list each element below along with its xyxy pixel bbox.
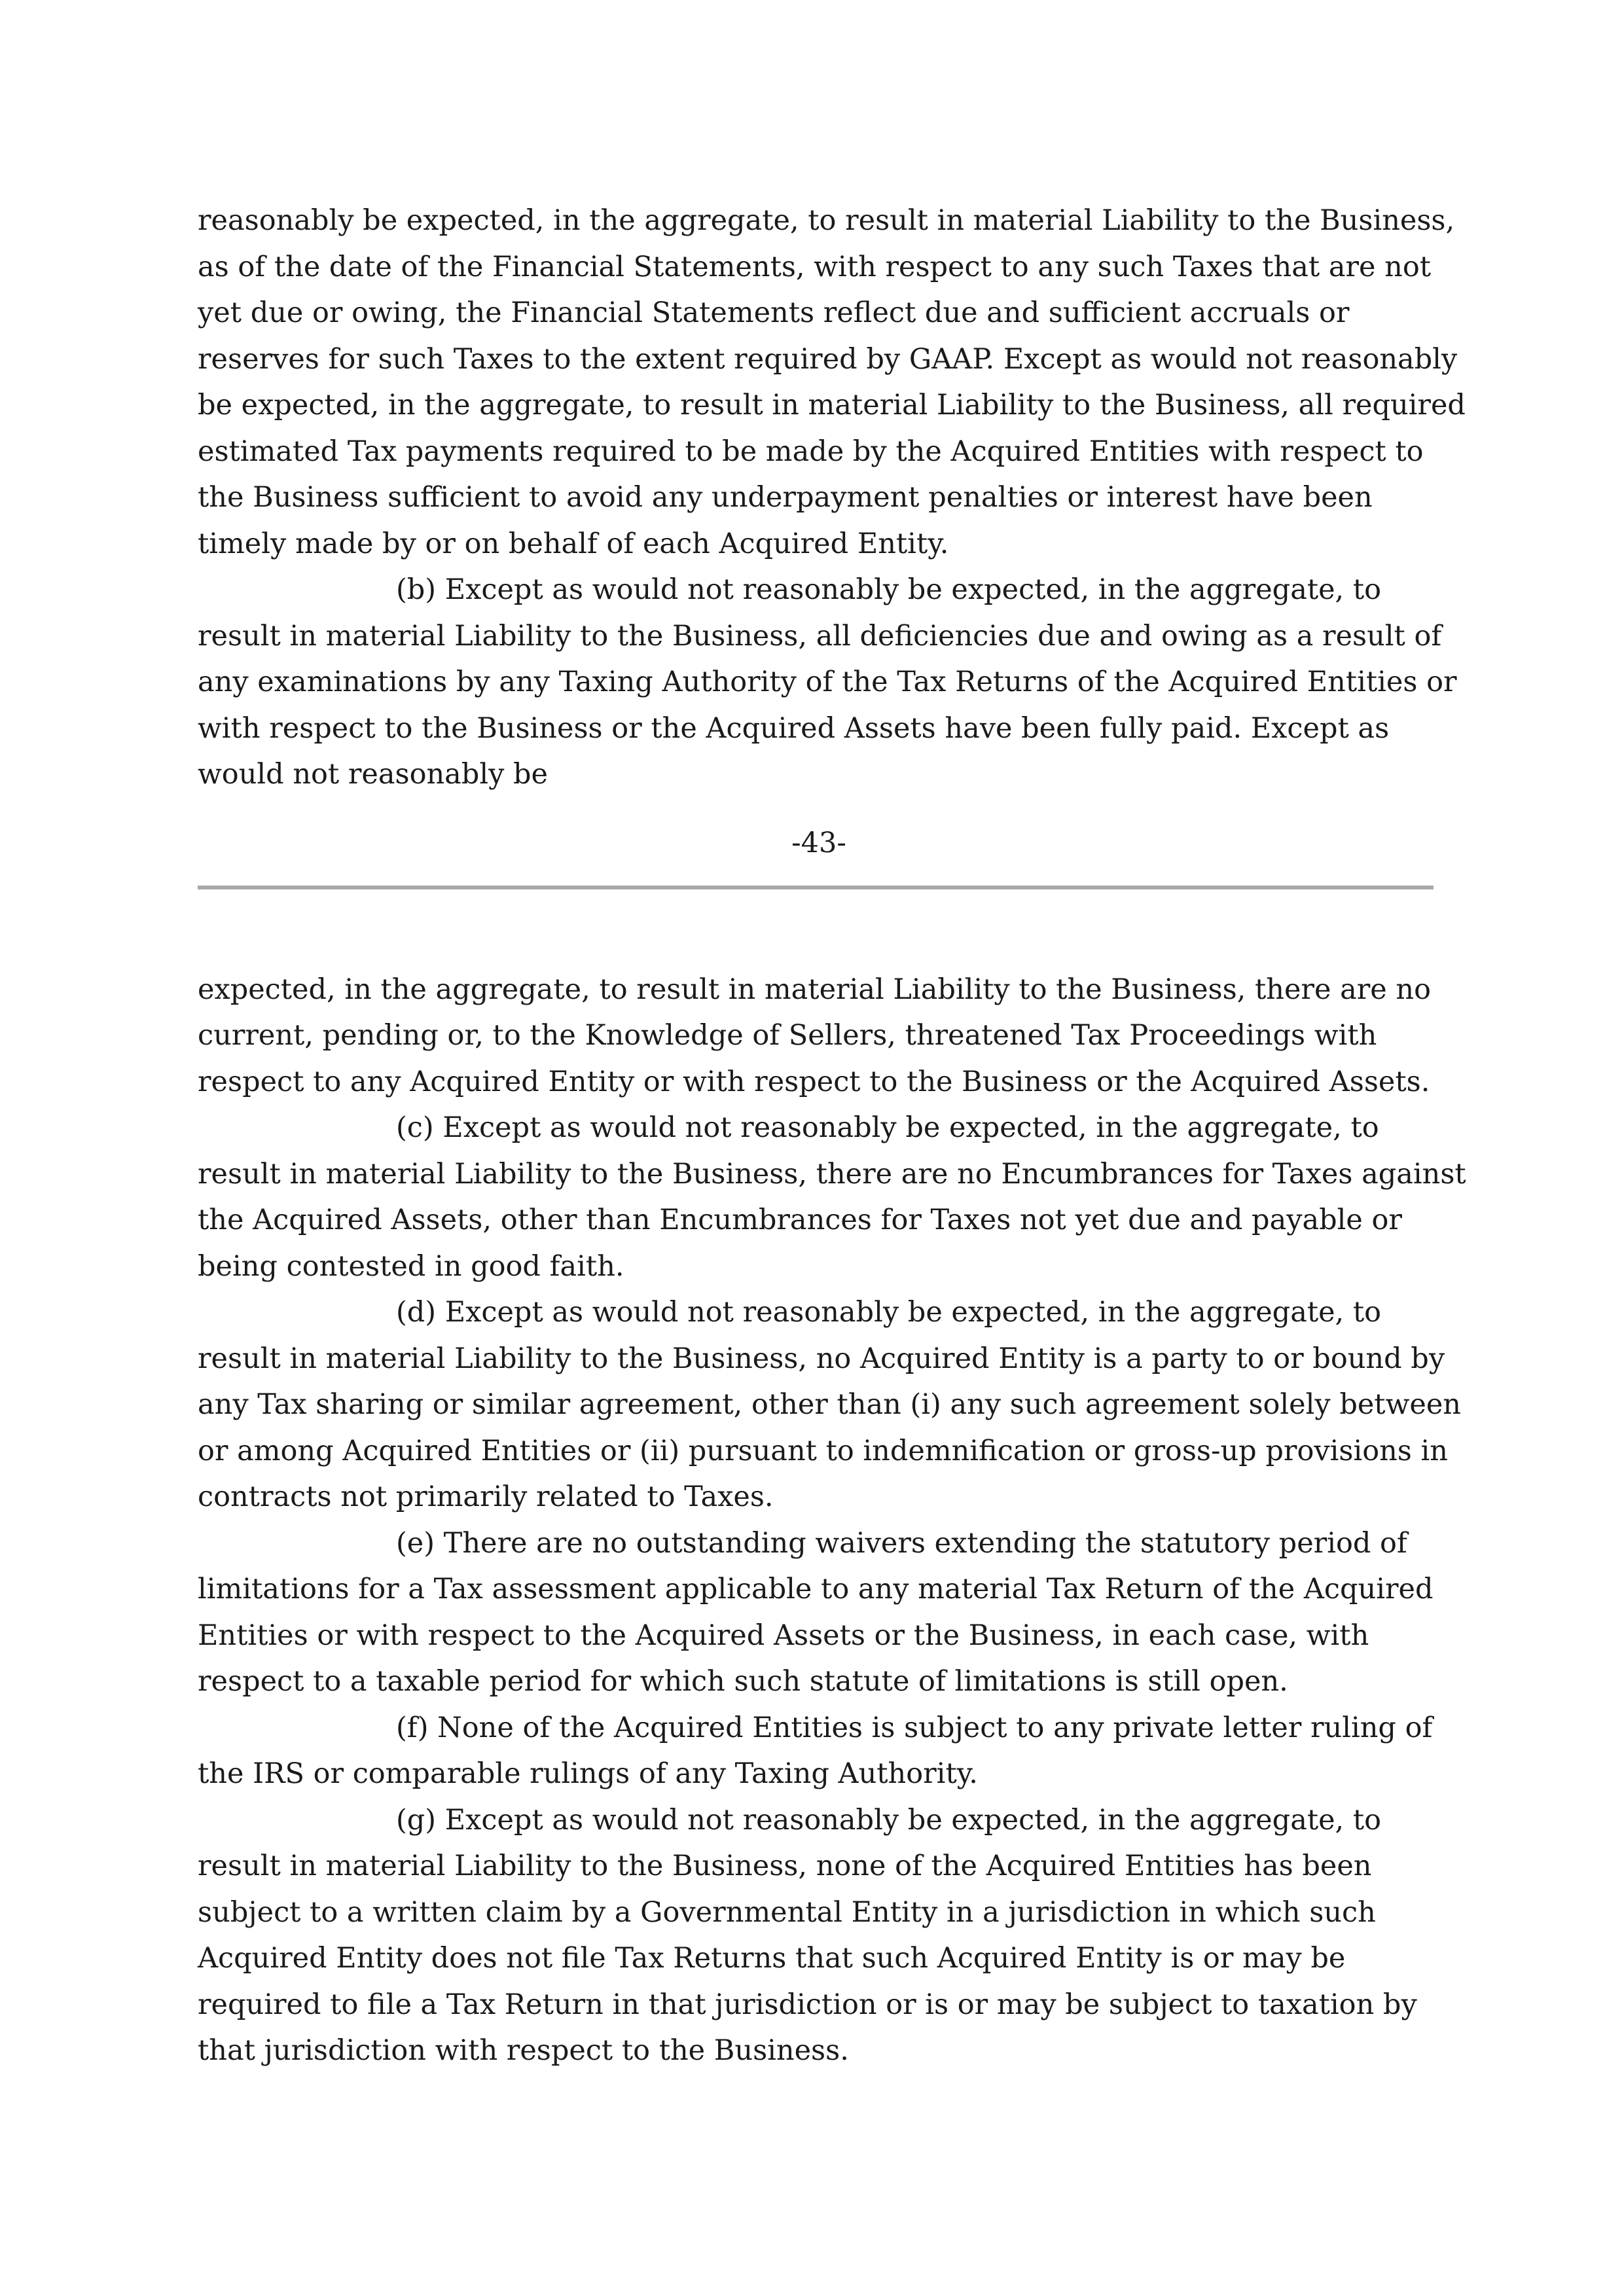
text-line: yet due or owing, the Financial Statements reflect due and sufficient accruals or — [198, 296, 1350, 329]
paragraph-e — [198, 1520, 1434, 1705]
text-line: subject to a written claim by a Governmental Entity in a jurisdiction in which such — [198, 1895, 1376, 1929]
text-line: timely made by or on behalf of each Acquired Entity. — [198, 527, 949, 560]
text-line: respect to any Acquired Entity or with respect to the Business or the Acquired Assets. — [198, 1065, 1430, 1098]
text-line: Entities or with respect to the Acquired Assets or the Business, in each case, with — [198, 1619, 1369, 1652]
text-line: be expected, in the aggregate, to result in material Liability to the Business, all required — [198, 389, 1466, 422]
text-line: contracts not primarily related to Taxes. — [198, 1480, 774, 1513]
paragraph-b — [198, 567, 1457, 798]
text-line: any examinations by any Taxing Authority of the Tax Returns of the Acquired Entities or — [198, 666, 1457, 698]
text-line: being contested in good faith. — [198, 1249, 624, 1283]
paragraph-c — [198, 1105, 1466, 1289]
text-line: (b) Except as would not reasonably be expected, in the aggregate, to — [396, 573, 1382, 606]
text-line: with respect to the Business or the Acquired Assets have been fully paid. Except as — [198, 711, 1390, 745]
text-line: would not reasonably be — [198, 758, 549, 791]
paragraph-d — [198, 1289, 1461, 1520]
text-line: the Acquired Assets, other than Encumbrances for Taxes not yet due and payable or — [198, 1204, 1402, 1236]
text-line: reserves for such Taxes to the extent required by GAAP. Except as would not reasonably — [198, 342, 1458, 376]
text-line: the IRS or comparable rulings of any Taxing Authority. — [198, 1757, 978, 1790]
page-number: -43- — [791, 826, 846, 859]
text-line: that jurisdiction with respect to the Business. — [198, 2034, 849, 2067]
text-line: current, pending or, to the Knowledge of Sellers, threatened Tax Proceedings with — [198, 1019, 1377, 1052]
text-line: (d) Except as would not reasonably be expected, in the aggregate, to — [396, 1296, 1382, 1329]
text-line: (e) There are no outstanding waivers extending the statutory period of — [396, 1526, 1407, 1560]
text-line: result in material Liability to the Business, no Acquired Entity is a party to or bound by — [198, 1342, 1445, 1375]
text-line: (g) Except as would not reasonably be expected, in the aggregate, to — [396, 1803, 1382, 1837]
text-line: result in material Liability to the Business, none of the Acquired Entities has been — [198, 1850, 1372, 1882]
text-line: limitations for a Tax assessment applicable to any material Tax Return of the Acquired — [198, 1573, 1434, 1605]
page-break-divider — [198, 886, 1434, 889]
text-line: Acquired Entity does not file Tax Returns that such Acquired Entity is or may be — [198, 1942, 1346, 1975]
text-line: expected, in the aggregate, to result in material Liability to the Business, there are no — [198, 973, 1431, 1006]
paragraph-a-continuation — [198, 198, 1466, 567]
text-line: required to file a Tax Return in that jurisdiction or is or may be subject to taxation by — [198, 1988, 1417, 2021]
text-line: as of the date of the Financial Statements, with respect to any such Taxes that are not — [198, 250, 1432, 283]
paragraph-b-continuation — [198, 967, 1434, 1105]
next-page-block — [198, 967, 1466, 2074]
paragraph-f — [198, 1705, 1434, 1797]
page-content — [198, 198, 1466, 2074]
text-line: respect to a taxable period for which such statute of limitations is still open. — [198, 1665, 1288, 1698]
text-line: any Tax sharing or similar agreement, other than (i) any such agreement solely between — [198, 1388, 1461, 1421]
text-line: (c) Except as would not reasonably be expected, in the aggregate, to — [396, 1111, 1379, 1144]
text-line: the Business sufficient to avoid any underpayment penalties or interest have been — [198, 481, 1373, 514]
text-line: estimated Tax payments required to be made by the Acquired Entities with respect to — [198, 435, 1424, 468]
text-line: (f) None of the Acquired Entities is subject to any private letter ruling of — [396, 1711, 1433, 1744]
text-line: result in material Liability to the Business, all deficiencies due and owing as a result of — [198, 619, 1442, 653]
paragraph-g — [198, 1797, 1434, 2074]
text-line: reasonably be expected, in the aggregate, to result in material Liability to the Business, — [198, 204, 1455, 237]
text-line: result in material Liability to the Business, there are no Encumbrances for Taxes against — [198, 1157, 1466, 1191]
text-line: or among Acquired Entities or (ii) pursuant to indemnification or gross-up provisions in — [198, 1434, 1448, 1467]
